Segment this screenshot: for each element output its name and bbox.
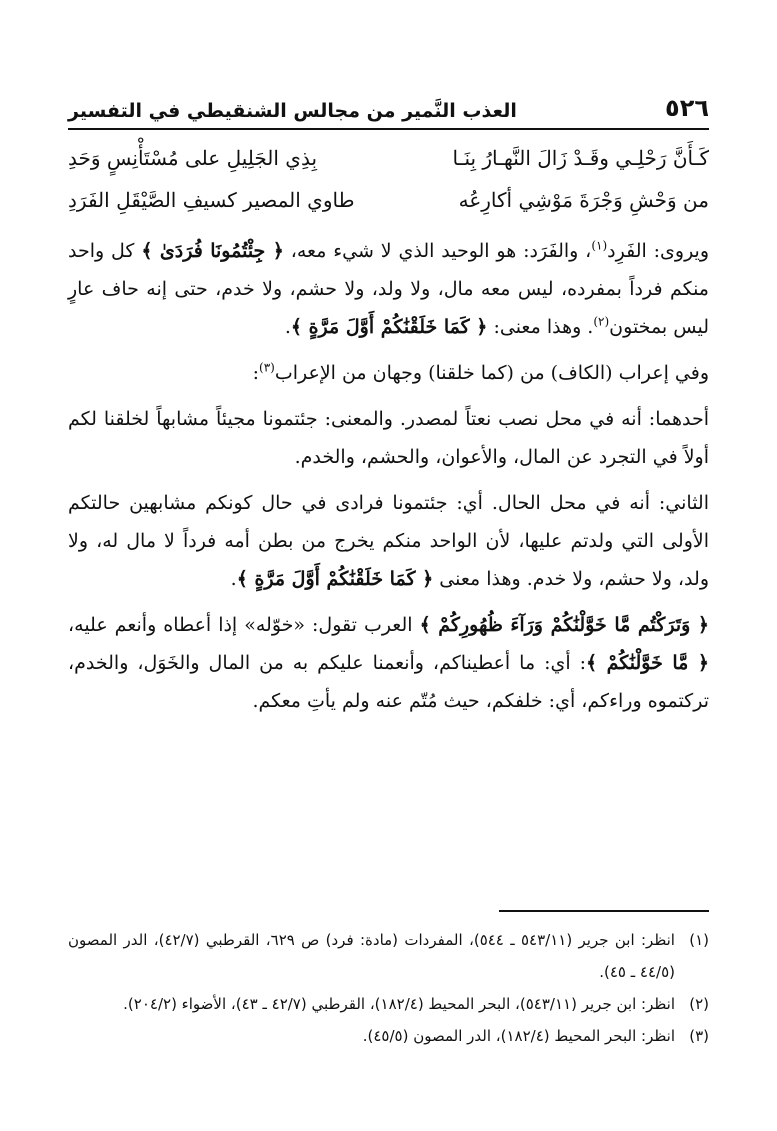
poetry-verse: [68, 188, 709, 212]
footnote-ref[interactable]: (٣): [259, 360, 275, 375]
verse-hemistich-second: طاوي المصير كسيفِ الصَّيْقَلِ الفَرَدِ: [68, 188, 355, 212]
footnote-number: (٣): [689, 1027, 709, 1045]
text-run: .: [230, 568, 237, 590]
text-run: ، والفَرَد: هو الوحيد الذي لا شيء معه،: [283, 240, 592, 262]
text-run: ويروى: الفَرِد: [607, 240, 710, 262]
footnote-ref[interactable]: (١): [591, 238, 608, 253]
text-run: وفي إعراب (الكاف) من (كما خلقنا) وجهان من الإعراب: [274, 362, 709, 384]
text-run: . وهذا معنى:: [487, 316, 594, 338]
text-run: الثاني: أنه في محل الحال. أي: جئتمونا فرادى في حال كونكم مشابهين حالتكم الأولى التي ولدتم عليها، لأن الواحد منكم يخرج من بطن أمه فرداً لا مال له، ولا ولد، ولا حشم، ولا خدم. وهذا معنى: [68, 492, 709, 590]
poetry-verse: [68, 146, 709, 170]
quran-quote: ﴿ كَمَا خَلَقْنَٰكُمْ أَوَّلَ مَرَّةٍ ﴾: [236, 568, 434, 590]
quran-quote: ﴿ مَّا خَوَّلْنَٰكُمْ ﴾: [585, 652, 709, 674]
footnote-text: انظر: ابن جرير (٥٤٣/١١ ـ ٥٤٤)، المفردات (مادة: فرد) ص ٦٢٩، القرطبي (٤٢/٧)، الدر المصون (٤٤/٥ ـ ٤٥).: [68, 931, 675, 981]
footnote-number: (٢): [689, 995, 709, 1013]
text-run: العرب تقول: «خوّله» إذا أعطاه وأنعم عليه،: [68, 614, 420, 636]
paragraph: أحدهما: أنه في محل نصب نعتاً لمصدر. والمعنى: جئتمونا مجيئاً مشابهاً لخلقنا لكم أولاً في التجرد عن المال، والأعوان، والحشم، والخدم.: [68, 408, 709, 468]
body-text: [68, 232, 709, 728]
text-run: كل واحد منكم فرداً بمفرده، ليس معه مال، ولا ولد، ولا حشم، ولا خدم، حتى إنه حاف عارٍ ليس بمختون: [68, 240, 709, 338]
footnote-number: (١): [689, 931, 709, 949]
paragraph: [68, 606, 709, 720]
footnote: [68, 988, 709, 1020]
verse-hemistich-first: كَـأَنَّ رَحْلِـي وقَـدْ زَالَ النَّهـارُ بِنَـا: [452, 146, 709, 170]
page-header: [68, 86, 709, 130]
text-run: :: [252, 362, 259, 384]
verse-hemistich-second: بِذِي الجَلِيلِ على مُسْتَأْنِسٍ وَحَدِ: [68, 146, 318, 170]
quran-quote: ﴿ كَمَا خَلَقْنَٰكُمْ أَوَّلَ مَرَّةٍ ﴾: [290, 316, 488, 338]
text-run: : أي: ما أعطيناكم، وأنعمنا عليكم به من المال والخَوَل، والخدم، تركتموه وراءكم، أي: خلفكم، حيث مُتّم عنه ولم يأتِ معكم.: [68, 652, 709, 712]
quran-quote: ﴿ جِئْتُمُونَا فُرَدَىٰ ﴾: [141, 240, 284, 262]
footnote: [68, 924, 709, 988]
verse-hemistich-first: من وَحْشِ وَجْرَةَ مَوْشِي أكارِعُه: [458, 188, 709, 212]
paragraph: [68, 232, 709, 346]
quran-quote: ﴿ وَتَرَكْتُم مَّا خَوَّلْنَٰكُمْ وَرَآءَ ظُهُورِكُمْ ﴾: [419, 614, 709, 636]
footnotes: [68, 924, 709, 1052]
footnote-text: انظر: ابن جرير (٥٤٣/١١)، البحر المحيط (١٨٢/٤)، القرطبي (٤٢/٧ ـ ٤٣)، الأضواء (٢٠٤/٢).: [123, 995, 675, 1013]
paragraph: [68, 354, 709, 392]
paragraph: [68, 484, 709, 598]
footnote-separator: [499, 910, 709, 912]
footnote: [68, 1020, 709, 1052]
page-number: ٥٢٦: [665, 94, 709, 122]
footnote-text: انظر: البحر المحيط (١٨٢/٤)، الدر المصون (٤٥/٥).: [362, 1027, 675, 1045]
footnote-ref[interactable]: (٢): [593, 314, 610, 329]
running-title: العذب النَّمير من مجالس الشنقيطي في التفسير: [68, 100, 517, 122]
text-run: .: [284, 316, 291, 338]
